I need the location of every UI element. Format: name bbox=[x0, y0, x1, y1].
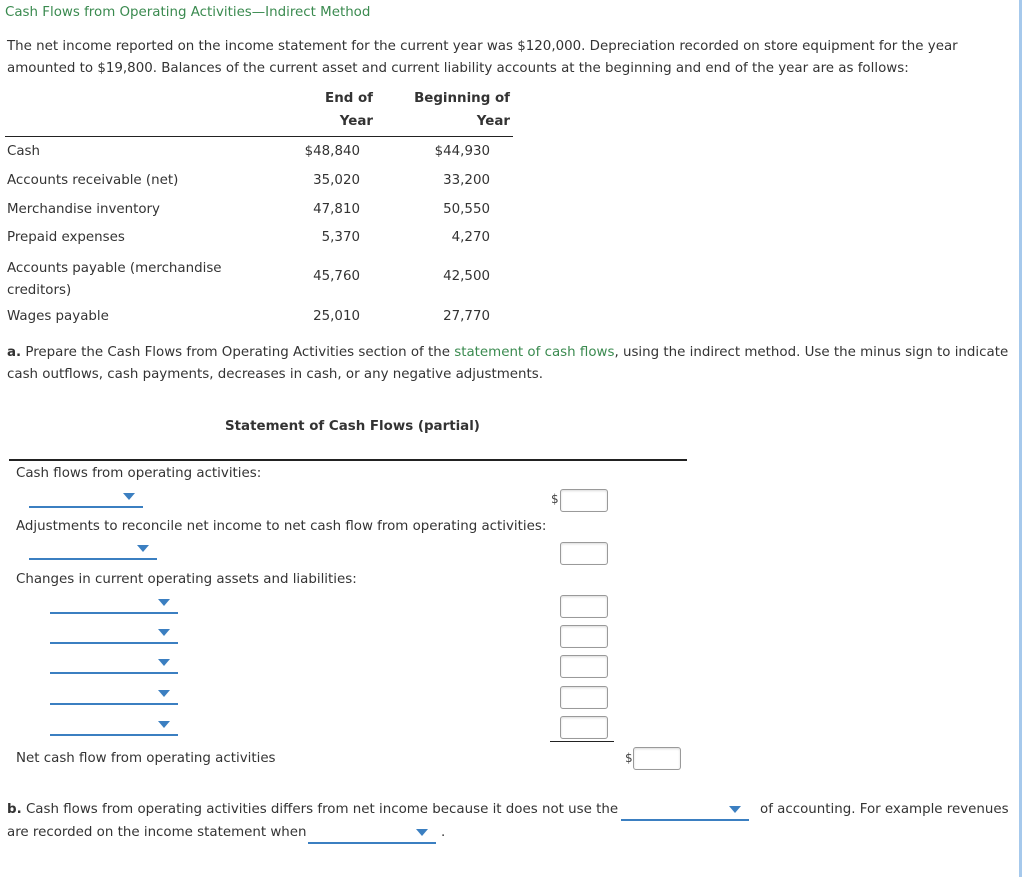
chevron-down-icon bbox=[158, 690, 170, 697]
intro-paragraph: The net income reported on the income statement for the current year was $120,000. Depreciation recorded on store equipment for the year amounted to $19,800. Balances of the current asset and current liability accounts at the beginning and end of the year are as follows: bbox=[7, 39, 958, 76]
page-title: Cash Flows from Operating Activities—Indirect Method bbox=[5, 5, 371, 20]
table-cell-begin: 50,550 bbox=[443, 202, 490, 217]
right-scroll-rule bbox=[1019, 0, 1022, 877]
col-header-begin-2: Year bbox=[476, 114, 510, 129]
statement-title: Statement of Cash Flows (partial) bbox=[225, 419, 480, 434]
net-income-dropdown[interactable] bbox=[29, 490, 143, 508]
table-cell-begin: 33,200 bbox=[443, 173, 490, 188]
change-dropdown-4[interactable] bbox=[50, 687, 178, 705]
table-row-label: Prepaid expenses bbox=[7, 230, 125, 245]
table-row-label: Merchandise inventory bbox=[7, 202, 160, 217]
table-row-label: Accounts receivable (net) bbox=[7, 173, 179, 188]
change-dropdown-2[interactable] bbox=[50, 626, 178, 644]
chevron-down-icon bbox=[158, 721, 170, 728]
net-income-input[interactable] bbox=[560, 489, 608, 512]
part-a-letter: a. bbox=[7, 345, 22, 360]
part-b-letter: b. bbox=[7, 802, 22, 817]
chevron-down-icon bbox=[729, 806, 741, 813]
accounting-basis-dropdown[interactable] bbox=[621, 803, 749, 821]
revenue-recognition-dropdown[interactable] bbox=[308, 826, 436, 844]
subtotal-rule bbox=[550, 741, 614, 742]
change-dropdown-3[interactable] bbox=[50, 656, 178, 674]
table-cell-begin: 42,500 bbox=[443, 269, 490, 284]
table-row-label: Accounts payable (merchandise creditors) bbox=[7, 261, 222, 298]
col-header-begin-1: Beginning of bbox=[414, 91, 510, 106]
chevron-down-icon bbox=[416, 829, 428, 836]
col-header-end-1: End of bbox=[325, 91, 373, 106]
changes-label: Changes in current operating assets and liabilities: bbox=[16, 572, 357, 587]
chevron-down-icon bbox=[158, 629, 170, 636]
adjustment-input[interactable] bbox=[560, 542, 608, 565]
table-cell-end: $48,840 bbox=[304, 144, 360, 159]
statement-top-rule bbox=[9, 459, 687, 461]
cfo-label: Cash flows from operating activities: bbox=[16, 466, 262, 481]
change-dropdown-1[interactable] bbox=[50, 596, 178, 614]
part-b-line-1 bbox=[7, 802, 618, 817]
change-input-1[interactable] bbox=[560, 595, 608, 618]
col-header-end-2: Year bbox=[339, 114, 373, 129]
table-cell-begin: $44,930 bbox=[434, 144, 490, 159]
part-a-text-1: Prepare the Cash Flows from Operating Activities section of the bbox=[21, 345, 455, 360]
part-a-instructions bbox=[7, 342, 1012, 386]
change-input-4[interactable] bbox=[560, 686, 608, 709]
table-row-label: Cash bbox=[7, 144, 41, 159]
part-b-text-2: of accounting. For example revenues bbox=[760, 802, 1009, 817]
table-header-rule bbox=[5, 136, 513, 137]
part-b-text-3: are recorded on the income statement when bbox=[7, 825, 307, 840]
change-input-5[interactable] bbox=[560, 716, 608, 739]
table-cell-end: 35,020 bbox=[313, 173, 360, 188]
change-input-2[interactable] bbox=[560, 625, 608, 648]
table-row-label: Wages payable bbox=[7, 309, 109, 324]
table-cell-begin: 27,770 bbox=[443, 309, 490, 324]
chevron-down-icon bbox=[158, 599, 170, 606]
table-cell-end: 25,010 bbox=[313, 309, 360, 324]
chevron-down-icon bbox=[123, 493, 135, 500]
table-cell-end: 5,370 bbox=[321, 230, 360, 245]
change-input-3[interactable] bbox=[560, 655, 608, 678]
net-cash-flow-label: Net cash flow from operating activities bbox=[16, 751, 276, 766]
table-cell-end: 45,760 bbox=[313, 269, 360, 284]
currency-sign: $ bbox=[551, 492, 559, 506]
currency-sign: $ bbox=[625, 751, 633, 765]
adjustment-dropdown[interactable] bbox=[29, 542, 157, 560]
part-b-text-1: Cash flows from operating activities differs from net income because it does not use the bbox=[21, 802, 619, 817]
part-a-text-2: , using the indirect method. Use the minus sign to indicate cash outflows, cash payments, decreases in cash, or any negative adjustments. bbox=[7, 345, 1009, 382]
statement-of-cash-flows-link[interactable]: statement of cash flows bbox=[454, 345, 615, 360]
table-cell-end: 47,810 bbox=[313, 202, 360, 217]
part-b-period: . bbox=[441, 825, 446, 840]
table-cell-begin: 4,270 bbox=[451, 230, 490, 245]
chevron-down-icon bbox=[158, 659, 170, 666]
change-dropdown-5[interactable] bbox=[50, 718, 178, 736]
adjustments-label: Adjustments to reconcile net income to net cash flow from operating activities: bbox=[16, 519, 547, 534]
net-cash-flow-input[interactable] bbox=[633, 747, 681, 770]
chevron-down-icon bbox=[137, 545, 149, 552]
